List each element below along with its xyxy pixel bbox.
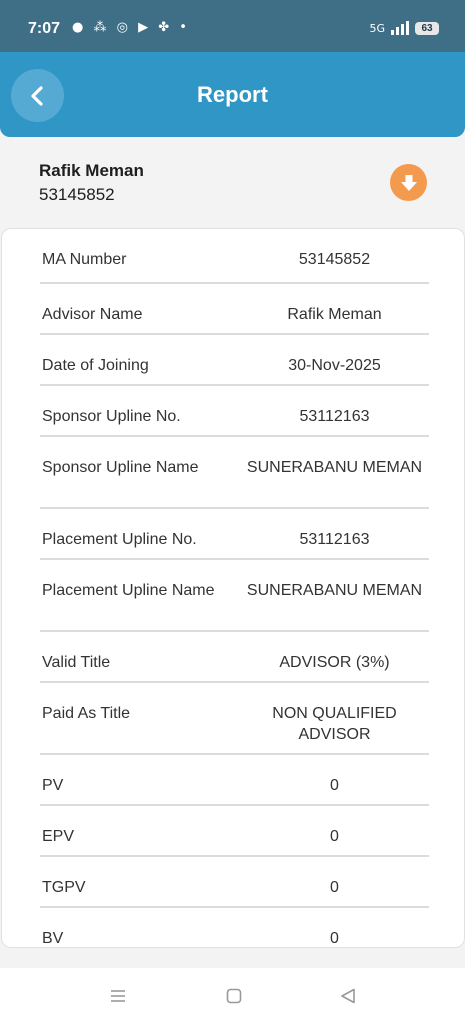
notification-icons: ● ⁂ ◎ ▶ ✤ • bbox=[72, 20, 190, 35]
row-label: Valid Title bbox=[42, 654, 111, 671]
row-label: Advisor Name bbox=[42, 306, 143, 323]
table-row bbox=[40, 335, 429, 386]
table-row bbox=[40, 509, 429, 560]
status-time: 7:07 bbox=[28, 20, 61, 37]
table-row bbox=[40, 806, 429, 857]
recent-apps-button[interactable] bbox=[108, 986, 128, 1006]
row-value: SUNERABANU MEMAN bbox=[246, 459, 423, 476]
row-label: TGPV bbox=[42, 879, 86, 896]
arrow-down-icon bbox=[398, 172, 420, 194]
row-value: NON QUALIFIED ADVISOR bbox=[272, 705, 397, 743]
row-value: 0 bbox=[330, 930, 339, 947]
table-row bbox=[40, 632, 429, 683]
row-value: 53112163 bbox=[299, 531, 370, 548]
table-row bbox=[40, 437, 429, 509]
row-label: Placement Upline Name bbox=[42, 582, 215, 599]
row-label: BV bbox=[42, 930, 64, 947]
row-value: 0 bbox=[330, 828, 339, 845]
table-row bbox=[40, 560, 429, 632]
table-row bbox=[40, 284, 429, 335]
triangle-back-icon bbox=[339, 987, 357, 1005]
advisor-number: 53145852 bbox=[39, 185, 115, 204]
row-value: ADVISOR (3%) bbox=[279, 654, 390, 671]
table-row bbox=[40, 908, 429, 948]
network-type: 5G bbox=[369, 21, 385, 35]
row-value: 30-Nov-2025 bbox=[288, 357, 381, 374]
status-bar bbox=[0, 0, 465, 52]
row-label: Sponsor Upline No. bbox=[42, 408, 181, 425]
row-value: Rafik Meman bbox=[287, 306, 382, 323]
report-card[interactable] bbox=[1, 228, 465, 948]
menu-icon bbox=[109, 988, 127, 1004]
advisor-name: Rafik Meman bbox=[39, 161, 144, 180]
download-button[interactable] bbox=[390, 164, 427, 201]
report-table bbox=[40, 229, 429, 948]
row-value: 53112163 bbox=[299, 408, 370, 425]
row-label: PV bbox=[42, 777, 64, 794]
system-icons bbox=[369, 21, 439, 35]
row-label: MA Number bbox=[42, 251, 127, 268]
row-label: Paid As Title bbox=[42, 705, 131, 722]
table-row bbox=[40, 857, 429, 908]
row-label: EPV bbox=[42, 828, 75, 845]
app-bar bbox=[0, 52, 465, 137]
battery-icon: 63 bbox=[415, 22, 439, 35]
row-value: 0 bbox=[330, 777, 339, 794]
row-label: Sponsor Upline Name bbox=[42, 459, 199, 476]
signal-icon bbox=[391, 21, 409, 35]
table-row bbox=[40, 755, 429, 806]
table-row bbox=[40, 386, 429, 437]
page-title: Report bbox=[197, 82, 268, 107]
row-label: Placement Upline No. bbox=[42, 531, 197, 548]
square-icon bbox=[225, 987, 243, 1005]
row-value: 0 bbox=[330, 879, 339, 896]
row-value: 53145852 bbox=[298, 251, 371, 268]
system-nav-bar bbox=[0, 968, 465, 1024]
advisor-summary bbox=[0, 137, 465, 229]
home-button[interactable] bbox=[224, 986, 244, 1006]
row-label: Date of Joining bbox=[42, 357, 149, 374]
back-nav-button[interactable] bbox=[338, 986, 358, 1006]
row-value: SUNERABANU MEMAN bbox=[246, 582, 423, 599]
table-row bbox=[40, 229, 429, 284]
table-row bbox=[40, 683, 429, 755]
